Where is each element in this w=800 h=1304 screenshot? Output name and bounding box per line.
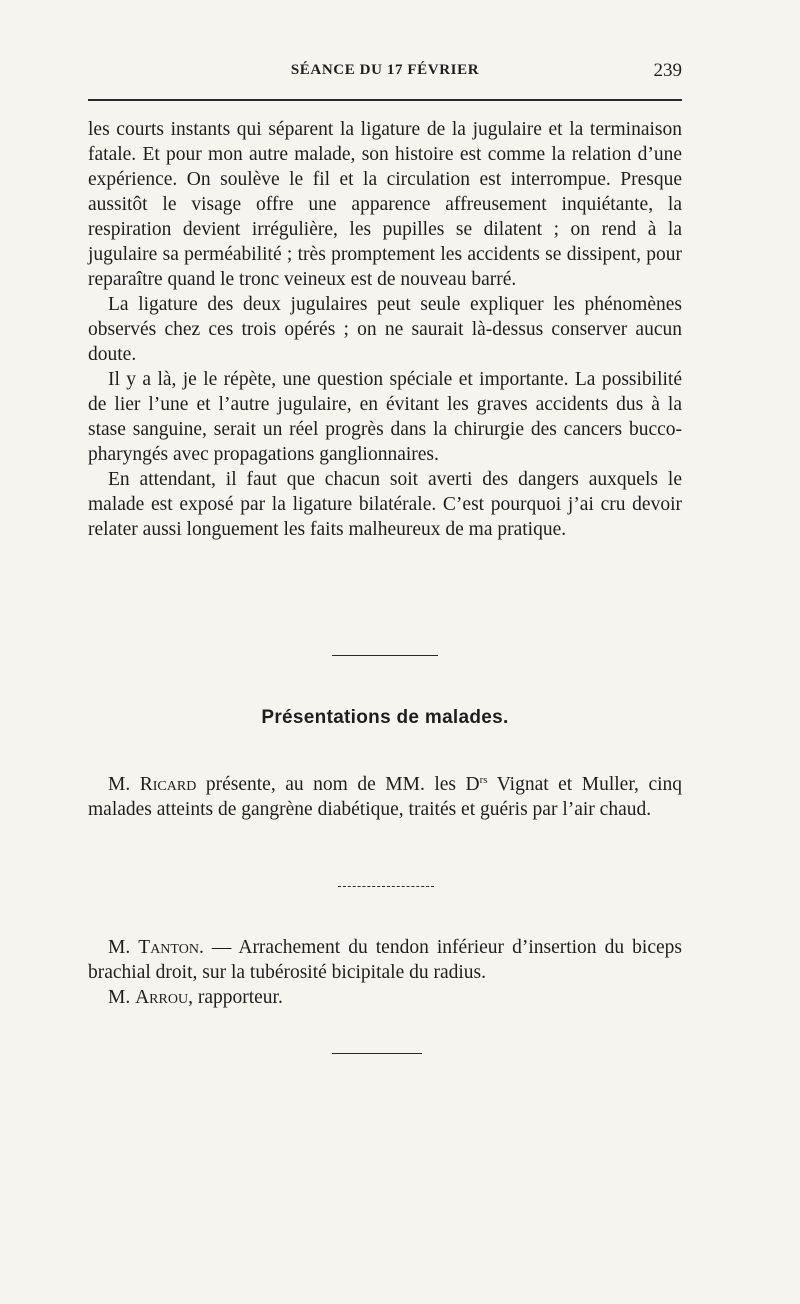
author-name: Tanton xyxy=(138,937,199,958)
main-text xyxy=(88,117,682,542)
reporter-prefix: M. xyxy=(108,987,131,1008)
paragraph-4: En attendant, il faut que chacun soit averti des dangers auxquels le malade est exposé par la ligature bilatérale. C’est pourquoi j’ai cru devoir relater aussi longuement les faits malheureux de ma pratique. xyxy=(88,469,682,540)
prefix: M. xyxy=(108,774,131,795)
presentation-text: . — Arrachement du tendon inférieur d’insertion du biceps brachial droit, sur la tubérosité bicipitale du radius. xyxy=(88,937,682,983)
separator-rule-3 xyxy=(332,1053,422,1054)
separator-rule-1 xyxy=(332,655,438,656)
reporter-line xyxy=(88,985,682,1010)
separator-rule-2 xyxy=(338,886,434,887)
page-number: 239 xyxy=(653,60,682,81)
presentation-tanton xyxy=(88,935,682,1010)
presentation-ricard-text xyxy=(88,772,682,822)
section-title: Présentations de malades. xyxy=(261,707,509,728)
text-b: Vignat et Muller, cinq malades atteints de gangrène diabétique, traités et guéris par l’air chaud. xyxy=(88,774,683,820)
paragraph-1: les courts instants qui séparent la ligature de la jugulaire et la terminaison fatale. Et pour mon autre malade, son histoire est comme la relation d’une expérience. On soulève le fil et la circulation est interrompue. Presque aussitôt le visage offre une apparence affreusement inquiétante, la respiration devient irrégulière, les pupilles se dilatent ; on rend à la jugulaire sa perméabilité ; très promptement les accidents se dissipent, pour reparaître quand le tronc veineux est de nouveau barré. xyxy=(88,119,682,290)
superscript: rs xyxy=(479,774,488,786)
author-name: Ricard xyxy=(139,774,197,795)
presentation-ricard xyxy=(88,772,682,822)
reporter-text: , rapporteur. xyxy=(188,987,283,1008)
text-a: présente, au nom de MM. les D xyxy=(205,774,480,795)
paragraph-2: La ligature des deux jugulaires peut seule expliquer les phénomènes observés chez ces trois opérés ; on ne saurait là-dessus conserver aucun doute. xyxy=(88,294,682,365)
reporter-name: Arrou xyxy=(135,987,189,1008)
presentation-tanton-text xyxy=(88,935,682,985)
prefix: M. xyxy=(108,937,131,958)
paragraph-3: Il y a là, je le répète, une question spéciale et importante. La possibilité de lier l’une et l’autre jugulaire, en évitant les graves accidents dus à la stase sanguine, serait un réel progrès dans la chirurgie des cancers bucco-pharyngés avec propagations ganglionnaires. xyxy=(88,369,682,465)
header-rule xyxy=(88,99,682,101)
header-title: SÉANCE DU 17 FÉVRIER xyxy=(290,62,480,78)
running-header xyxy=(88,60,682,86)
